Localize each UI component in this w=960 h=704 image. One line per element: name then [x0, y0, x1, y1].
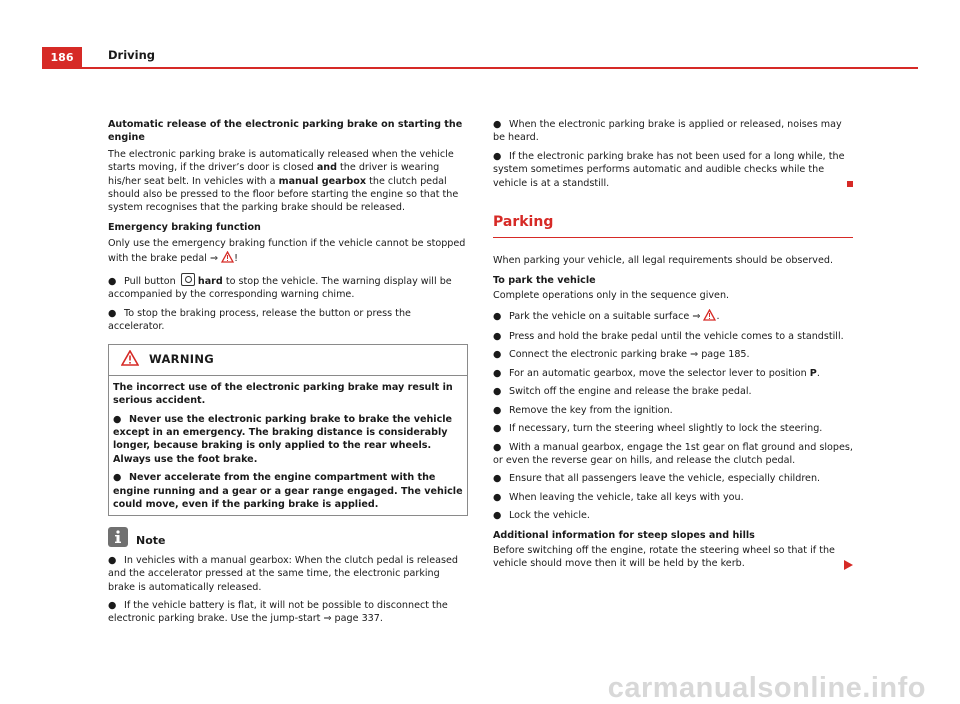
parking-step: ● Lock the vehicle.: [493, 510, 590, 522]
note-info-icon: [108, 527, 128, 547]
emergency-heading: Emergency braking function: [108, 221, 261, 233]
parking-step: ● Switch off the engine and release the brake pedal.: [493, 386, 752, 398]
warning-intro: The incorrect use of the electronic parking brake may result in serious accident.: [113, 381, 453, 407]
warning-bullet-1: ● Never use the electronic parking brake to brake the vehicle except in an emergency. The braking distance is considerably longer, because braking is only applied to the rear wheels. Always use the foot brake.: [113, 413, 453, 465]
note-label: Note: [136, 534, 166, 548]
parking-step: ● With a manual gearbox, engage the 1st gear on flat ground and slopes, or even the reverse gear on hills, and release the clutch pedal.: [493, 441, 853, 466]
parking-step: ● Connect the electronic parking brake ⇒ page 185.: [493, 349, 750, 361]
header-rule: [42, 67, 918, 69]
emergency-bullet-2: ● To stop the braking process, release the button or press the accelerator.: [108, 307, 411, 333]
steep-slopes-heading: Additional information for steep slopes and hills: [493, 529, 755, 541]
emergency-bullet-1: ● Pull button hard to stop the vehicle. The warning display will be accompanied by the corresponding warning chime.: [108, 273, 468, 302]
warning-triangle-icon: [221, 251, 234, 267]
warning-bullet-2: ● Never accelerate from the engine compartment with the engine running and a gear or a gear range engaged. The vehicle could move, even if the parking brake is applied.: [113, 472, 463, 510]
section-end-marker: [847, 181, 853, 187]
section-title-parking: Parking: [493, 214, 554, 231]
right-column: [493, 118, 853, 577]
parking-step: ● When leaving the vehicle, take all keys with you.: [493, 491, 744, 503]
auto-release-heading: Automatic release of the electronic parking brake on starting the engine: [108, 119, 463, 144]
to-park-subheading: Complete operations only in the sequence given.: [493, 290, 730, 302]
parking-step: ● Ensure that all passengers leave the vehicle, especially children.: [493, 473, 821, 485]
section-rule: [493, 237, 853, 238]
chapter-title: Driving: [108, 48, 156, 62]
parking-step: ● Remove the key from the ignition.: [493, 404, 673, 416]
checks-bullet: ● If the electronic parking brake has not been used for a long while, the system sometimes performs automatic and audible checks while the vehicle is at a standstill.: [493, 150, 853, 190]
warning-triangle-icon: [121, 350, 139, 369]
parking-step: ● Park the vehicle on a suitable surface ⇒ .: [493, 309, 853, 325]
parking-step: ● For an automatic gearbox, move the selector lever to position P.: [493, 367, 820, 379]
page-number: 186: [42, 47, 82, 68]
parking-step: ● If necessary, turn the steering wheel slightly to lock the steering.: [493, 423, 823, 435]
warning-label: WARNING: [149, 351, 214, 366]
auto-release-paragraph: The electronic parking brake is automatically released when the vehicle starts moving, if the driver’s door is closed and the driver is wearing his/her seat belt. In vehicles with a manual gearbox the clutch pedal should also be pressed to the floor before starting the engine so that the system recognises that the parking brake should be released.: [108, 148, 459, 214]
noise-bullet: ● When the electronic parking brake is applied or released, noises may be heard.: [493, 119, 842, 144]
warning-triangle-icon: [703, 309, 716, 325]
emergency-paragraph: Only use the emergency braking function if the vehicle cannot be stopped with the brake pedal ⇒ !: [108, 237, 468, 267]
steep-slopes-paragraph: Before switching off the engine, rotate the steering wheel so that if the vehicle should move then it will be held by the kerb.: [493, 544, 853, 571]
warning-header: [109, 345, 467, 376]
left-column: [108, 118, 468, 631]
note-bullet-1: ● In vehicles with a manual gearbox: When the clutch pedal is released and the accelerator pressed at the same time, the electronic parking brake is automatically released.: [108, 554, 458, 593]
parking-intro: When parking your vehicle, all legal requirements should be observed.: [493, 255, 833, 267]
parking-brake-button-icon: [181, 273, 195, 286]
watermark: carmanualsonline.info: [607, 671, 926, 704]
warning-body: [109, 376, 467, 516]
parking-step: ● Press and hold the brake pedal until the vehicle comes to a standstill.: [493, 331, 844, 343]
note-bullet-2: ● If the vehicle battery is flat, it will not be possible to disconnect the electronic parking brake. Use the jump-start ⇒ page 337.: [108, 599, 448, 625]
warning-box: [108, 344, 468, 517]
note-header: [108, 526, 468, 547]
continue-arrow-icon: [844, 560, 853, 570]
to-park-heading: To park the vehicle: [493, 274, 596, 286]
